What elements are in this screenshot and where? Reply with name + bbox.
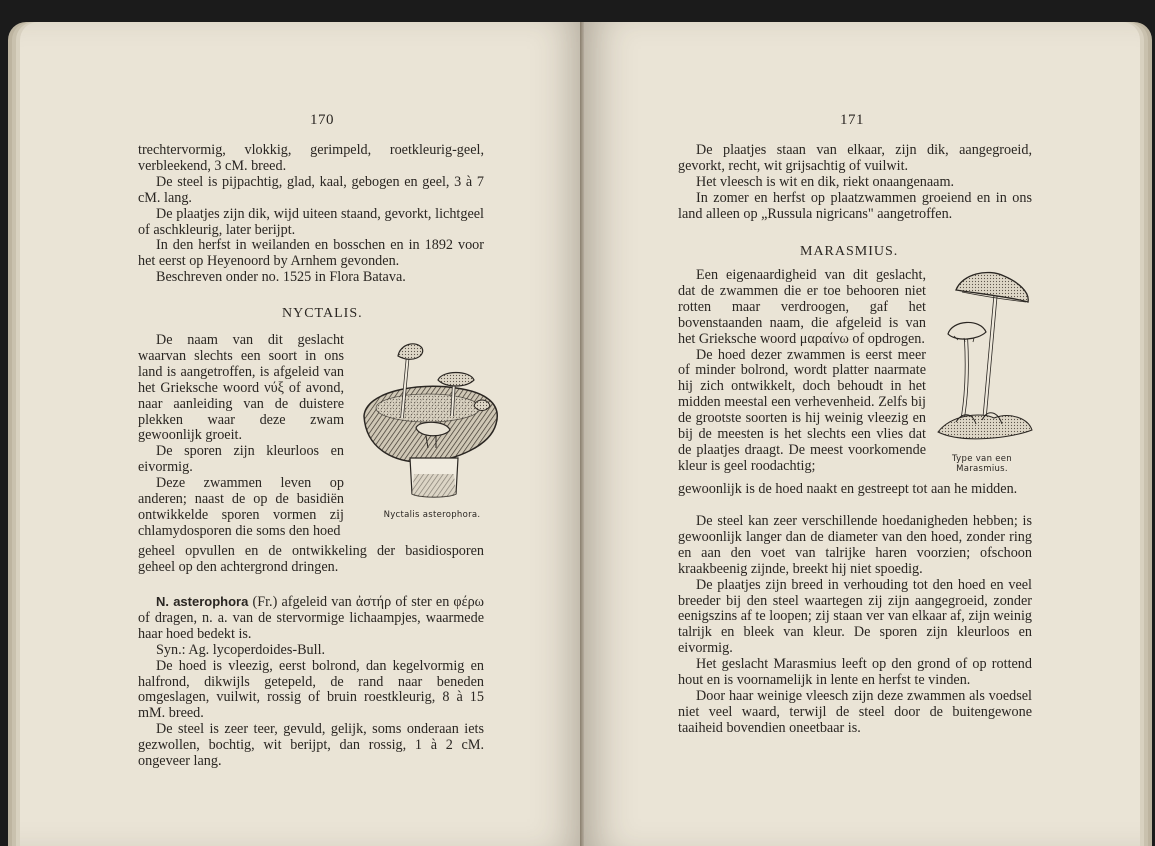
paragraph: De plaatjes staan van elkaar, zijn dik, aangegroeid, gevorkt, recht, wit grijsachtig of vuilwit. (678, 142, 1032, 174)
species-intro-paragraph (138, 594, 484, 643)
paragraph: In zomer en herfst op plaatzwammen groeiend en in ons land alleen op „Russula nigricans" aangetroffen. (678, 189, 1032, 222)
left-intro-text (138, 143, 484, 286)
paragraph: De hoed is vleezig, eerst bolrond, dan kegelvormig en halfrond, dikwijls getepeld, de rand naar beneden omgeslagen, vuilwit, rossig of bruin roestkleurig, 8 à 15 mM. breed. (138, 657, 484, 722)
paragraph: De steel kan zeer verschillende hoedanigheden hebben; is gewoonlijk langer dan de diameter van den hoed, zonder ring en aan den voet van talrijke haren voorzien; ofschoon kraakbeenig zijnde, breekt hij niet spoedig. (678, 513, 1032, 577)
nyctalis-figure-caption: Nyctalis asterophora. (383, 510, 481, 520)
right-intro-text (678, 143, 1032, 223)
marasmius-illustration (932, 262, 1036, 448)
paragraph: gewoonlijk is de hoed naakt en gestreept tot aan he midden. (678, 481, 1018, 497)
right-page (584, 22, 1140, 846)
left-page (20, 22, 584, 846)
paragraph: De steel is zeer teer, gevuld, gelijk, soms onderaan iets gezwollen, bochtig, wit berijpt, dan rossig, 1 à 2 cM. ongeveer lang. (138, 721, 484, 770)
marasmius-body (678, 514, 1032, 737)
paragraph: De plaatjes zijn dik, wijd uiteen staand, gevorkt, lichtgeel of aschkleurig, later berijpt. (138, 205, 484, 238)
paragraph: Beschreven onder no. 1525 in Flora Batava. (156, 269, 406, 286)
paragraph: Het geslacht Marasmius leeft op den grond of op rottend hout en is voornamelijk in lente en herfst te vinden. (678, 656, 1032, 689)
paragraph: Deze zwammen leven op anderen; naast de op de basidiën ontwikkelde sporen vormen zij chlamydosporen die soms den hoed (138, 475, 344, 539)
nyctalis-text (138, 333, 344, 540)
paragraph: De steel is pijpachtig, glad, kaal, gebogen en geel, 3 à 7 cM. lang. (138, 173, 484, 206)
paragraph: Syn.: Ag. lycoperdoides-Bull. (156, 641, 326, 658)
paragraph: De plaatjes zijn breed in verhouding tot den hoed en veel breeder bij den steel waartegen zij zijn aangegroeid, zonder eenigszins af te loopen; zij staan ver van elkaar af, zijn weinig talrijk en bleek van kleur. De sporen zijn kleurloos en eivormig. (678, 576, 1032, 657)
marasmius-continuation (678, 482, 1032, 498)
paragraph: Door haar weinige vleesch zijn deze zwammen als voedsel niet veel waard, terwijl de steel door de buitengewone taaiheid bovendien oneetbaar is. (678, 687, 1032, 736)
paragraph: De naam van dit geslacht waarvan slechts een soort in ons land is aangetroffen, is afgeleid van het Grieksche woord νύξ of avond, naar aanleiding van de duistere plekken waar deze zwam gewoonlijk groeit. (138, 332, 344, 444)
section-heading-nyctalis: NYCTALIS. (282, 306, 363, 321)
species-intro: (Fr.) afgeleid van ἀστήρ of ster en φέρω of dragen, n. a. van de stervormige lichaampjes, waarmede haar hoed bedekt is. (138, 594, 484, 642)
marasmius-text (678, 268, 926, 475)
page-number-left: 170 (310, 112, 334, 128)
paragraph: De hoed dezer zwammen is eerst meer of minder bolrond, wordt platter naarmate hij zich ontwikkelt, doch behoudt in het midden meestal een verhevenheid. Zelfs bij de grootste soorten is hij weinig vleezig en bij de meesten is het slechts een vlies dat de plaatjes draagt. De meest voorkomende kleur is geel roodachtig; (678, 346, 926, 474)
nyctalis-continuation (138, 544, 484, 576)
paragraph: Een eigenaardigheid van dit geslacht, dat de zwammen die er toe behooren niet rotten maar verdroogen, gaf het bovenstaanden naam, die afgeleid is van het Grieksche woord μαραίνω of opdrogen. (678, 267, 926, 347)
paragraph: trechtervormig, vlokkig, gerimpeld, roetkleurig-geel, verbleekend, 3 cM. breed. (138, 142, 484, 174)
section-heading-marasmius: MARASMIUS. (800, 244, 899, 259)
page-number-right: 171 (840, 112, 864, 128)
open-book (0, 12, 1155, 846)
marasmius-figure-caption: Type van een Marasmius. (952, 454, 1012, 474)
nyctalis-illustration (356, 326, 506, 504)
paragraph: In den herfst in weilanden en bosschen en in 1892 voor het eerst op Heyenoord by Arnhem gevonden. (138, 237, 484, 270)
species-description (138, 594, 484, 770)
paragraph: De sporen zijn kleurloos en eivormig. (138, 443, 344, 476)
species-name: N. asterophora (156, 594, 249, 609)
paragraph: geheel opvullen en de ontwikkeling der basidiosporen geheel op den achtergrond dringen. (138, 543, 484, 575)
paragraph: Het vleesch is wit en dik, riekt onaangenaam. (696, 173, 955, 190)
